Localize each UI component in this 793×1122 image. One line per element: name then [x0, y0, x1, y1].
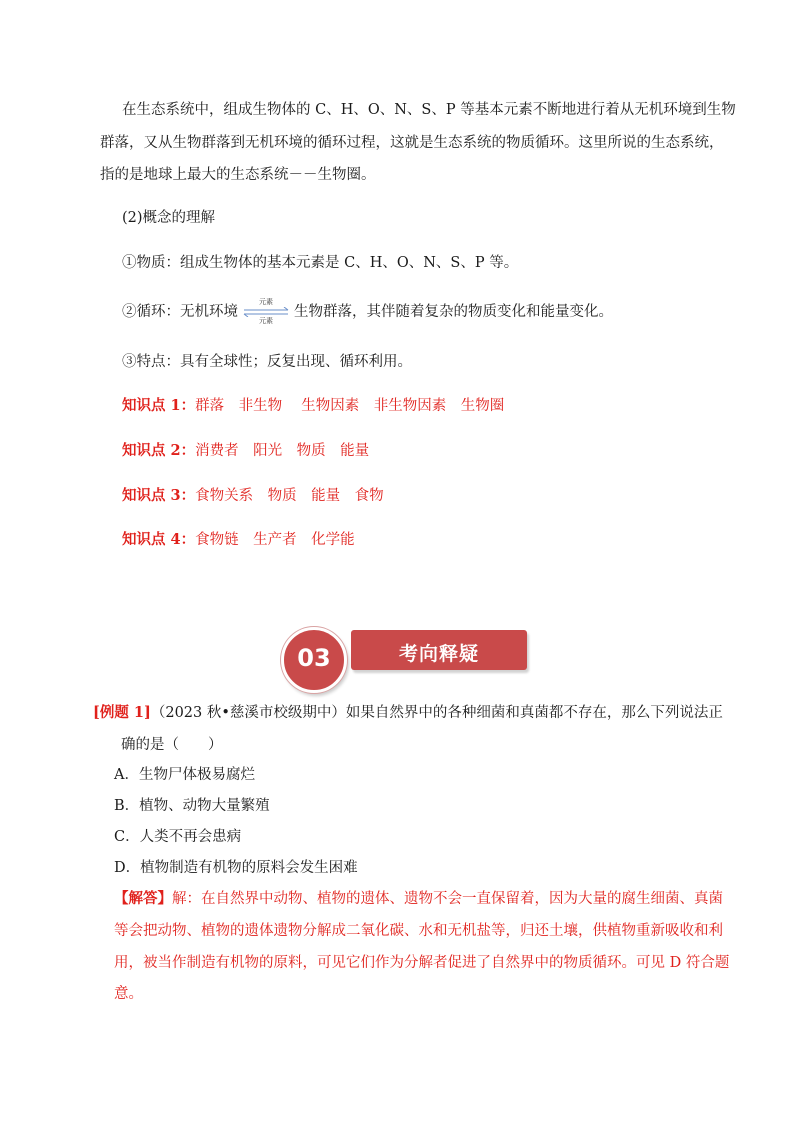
knowledge-answers: 群落 非生物 生物因素 非生物因素 生物圈: [195, 398, 505, 414]
concept-item-cycle: [122, 298, 613, 325]
answer-text: 解：在自然界中动物、植物的遗体、遗物不会一直保留着，因为大量的腐生细菌、真菌: [172, 891, 723, 907]
intro-line-3: 指的是地球上最大的生态系统－－生物圈。: [100, 167, 376, 183]
section-title: 考向释疑: [398, 643, 479, 665]
knowledge-label: 知识点 4：: [122, 531, 196, 548]
answer-line-3: 用，被当作制造有机物的原料，可见它们作为分解者促进了自然界中的物质循环。可见 D 符合题: [114, 955, 730, 971]
answer-label: 【解答】: [114, 890, 172, 907]
section-number: 03: [297, 644, 331, 672]
example-question-cont: 确的是（ ）: [121, 737, 223, 753]
example-question-text: （2023 秋•慈溪市校级期中）如果自然界中的各种细菌和真菌都不存在，那么下列说法正: [150, 705, 723, 721]
section-number-badge: [281, 627, 347, 693]
knowledge-point-4: [122, 530, 355, 550]
section-title-bar: [351, 630, 527, 670]
option-c: C．人类不再会患病: [114, 829, 242, 845]
cycle-suffix: 生物群落，其伴随着复杂的物质变化和能量变化。: [294, 304, 613, 320]
concept-item-material: ①物质：组成生物体的基本元素是 C、H、O、N、S、P 等。: [122, 255, 519, 271]
option-d: D．植物制造有机物的原料会发生困难: [114, 860, 358, 876]
bidirectional-arrow-icon: [240, 298, 292, 325]
knowledge-answers: 消费者 阳光 物质 能量: [195, 443, 370, 459]
concept-item-feature: ③特点：具有全球性；反复出现、循环利用。: [122, 354, 412, 370]
knowledge-point-1: [122, 396, 504, 416]
answer-line-4: 意。: [114, 986, 143, 1002]
knowledge-point-2: [122, 441, 369, 461]
answer-line-1: [114, 889, 723, 909]
knowledge-label: 知识点 2：: [122, 442, 196, 459]
option-a: A．生物尸体极易腐烂: [114, 767, 255, 783]
arrow-bottom-label: 元素: [259, 317, 273, 325]
example-label: [例题 1]: [93, 704, 151, 721]
knowledge-point-3: [122, 486, 384, 506]
knowledge-label: 知识点 1：: [122, 397, 196, 414]
knowledge-answers: 食物链 生产者 化学能: [195, 532, 355, 548]
knowledge-label: 知识点 3：: [122, 487, 196, 504]
cycle-prefix: ②循环：无机环境: [122, 304, 238, 320]
knowledge-answers: 食物关系 物质 能量 食物: [195, 488, 384, 504]
intro-line-1: 在生态系统中，组成生物体的 C、H、O、N、S、P 等基本元素不断地进行着从无机环境到生物: [122, 102, 736, 118]
arrow-top-label: 元素: [259, 298, 273, 306]
double-arrow-svg: [240, 307, 292, 317]
concept-heading: (2)概念的理解: [122, 210, 216, 226]
example-question: [93, 703, 723, 723]
section-banner: [281, 627, 531, 689]
option-b: B．植物、动物大量繁殖: [114, 798, 270, 814]
intro-line-2: 群落，又从生物群落到无机环境的循环过程，这就是生态系统的物质循环。这里所说的生态系统，: [100, 135, 724, 151]
answer-line-2: 等会把动物、植物的遗体遗物分解成二氧化碳、水和无机盐等，归还土壤，供植物重新吸收和利: [114, 923, 723, 939]
